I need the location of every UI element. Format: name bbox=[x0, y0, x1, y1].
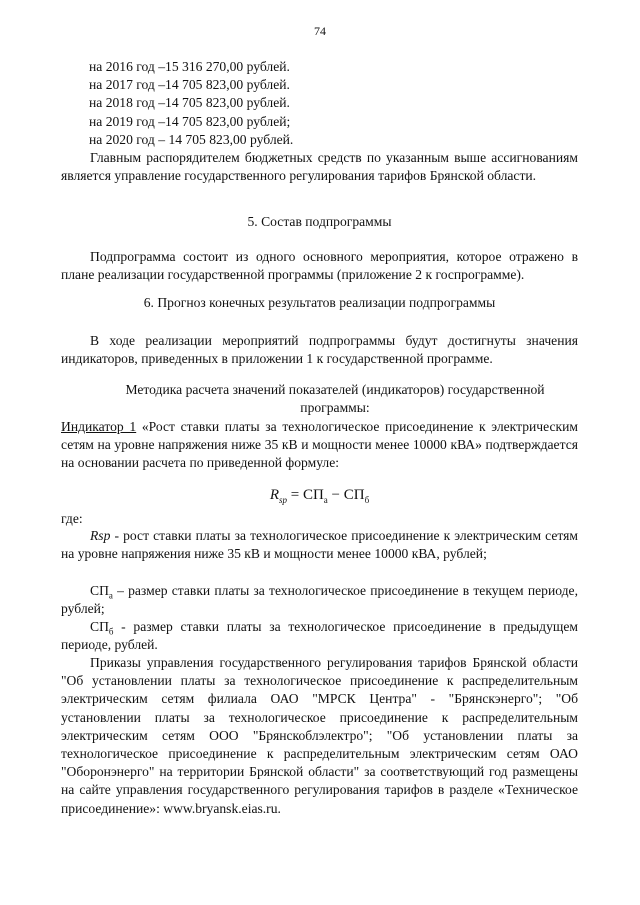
methodology-title: Методика расчета значений показателей (индикаторов) государственной программы: bbox=[125, 382, 545, 416]
formula-lhs: R bbox=[269, 487, 279, 503]
definition-spb-sub: б bbox=[108, 626, 114, 637]
budget-line-2020: на 2020 год – 14 705 823,00 рублей. bbox=[89, 131, 294, 147]
indicator-paragraph bbox=[61, 418, 578, 473]
definition-spa bbox=[61, 582, 578, 618]
budget-lines bbox=[89, 58, 559, 149]
formula-minus: − СП bbox=[327, 487, 365, 503]
definition-spb-term: СП bbox=[90, 619, 109, 634]
budget-line-2019: на 2019 год –14 705 823,00 рублей; bbox=[89, 113, 291, 129]
budget-manager-paragraph: Главным распорядителем бюджетных средств по указанным выше ассигнованиям является управление государственного регулирования тарифов Брянской области. bbox=[61, 150, 578, 184]
definition-rsp bbox=[61, 527, 578, 563]
budget-line-2016: на 2016 год –15 316 270,00 рублей. bbox=[89, 59, 290, 74]
formula-eq: = СП bbox=[287, 487, 324, 503]
formula-a-sub: а bbox=[323, 495, 328, 505]
orders-paragraph: Приказы управления государственного регулирования тарифов Брянской области "Об установлении платы за технологическое присоединение к распределительным электрическим сетям филиала ОАО "МРСК Центра" - "Брянскэнерго"; "Об установлении платы за технологическое присоединение к распределительным электрическим сетям ООО "Брянскоблэлектро"; "Об установлении платы за технологическое присоединение к распределительным электрическим сетям ОАО "Оборонэнерго" на территории Брянской области" за соответствующий год размещены на сайте управления государственного регулирования тарифов в разделе «Техническое присоединение»: www.bryansk.eias.ru. bbox=[61, 655, 578, 816]
section-5-title: 5. Состав подпрограммы bbox=[247, 214, 392, 229]
indicator-label: Индикатор 1 bbox=[61, 419, 137, 434]
where-label: где: bbox=[61, 511, 83, 526]
definition-spa-text: – размер ставки платы за технологическое присоединение в текущем периоде, рублей; bbox=[61, 583, 578, 617]
formula-lhs-sub: sp bbox=[278, 495, 287, 505]
section-5-paragraph: Подпрограмма состоит из одного основного мероприятия, которое отражено в плане реализации государственной программы (приложение 2 к госпрограмме). bbox=[61, 249, 578, 283]
section-6-paragraph: В ходе реализации мероприятий подпрограммы будут достигнуты значения индикаторов, приведенных в приложении 1 к государственной программе. bbox=[61, 333, 578, 367]
page-number: 74 bbox=[314, 24, 326, 38]
formula-b-sub: б bbox=[364, 495, 370, 505]
definition-spa-term: СП bbox=[90, 583, 109, 598]
definition-rsp-term: Rsp bbox=[90, 528, 111, 543]
definition-spa-sub: а bbox=[108, 590, 113, 601]
budget-line-2017: на 2017 год –14 705 823,00 рублей. bbox=[89, 77, 290, 93]
definition-spb bbox=[61, 618, 578, 654]
definition-spb-text: - размер ставки платы за технологическое присоединение в предыдущем периоде, рублей. bbox=[61, 619, 578, 653]
budget-line-2018: на 2018 год –14 705 823,00 рублей. bbox=[89, 95, 290, 111]
formula bbox=[61, 486, 578, 504]
section-6-title: 6. Прогноз конечных результатов реализации подпрограммы bbox=[143, 295, 496, 310]
indicator-text: «Рост ставки платы за технологическое присоединение к электрическим сетям на уровне напряжения ниже 35 кВ и мощности менее 10000 кВА» подтверждается на основании расчета по приведенной формуле: bbox=[61, 419, 578, 471]
definition-rsp-text: - рост ставки платы за технологическое присоединение к электрическим сетям на уровне напряжения ниже 35 кВ и мощности менее 10000 кВА, рублей; bbox=[61, 528, 578, 562]
